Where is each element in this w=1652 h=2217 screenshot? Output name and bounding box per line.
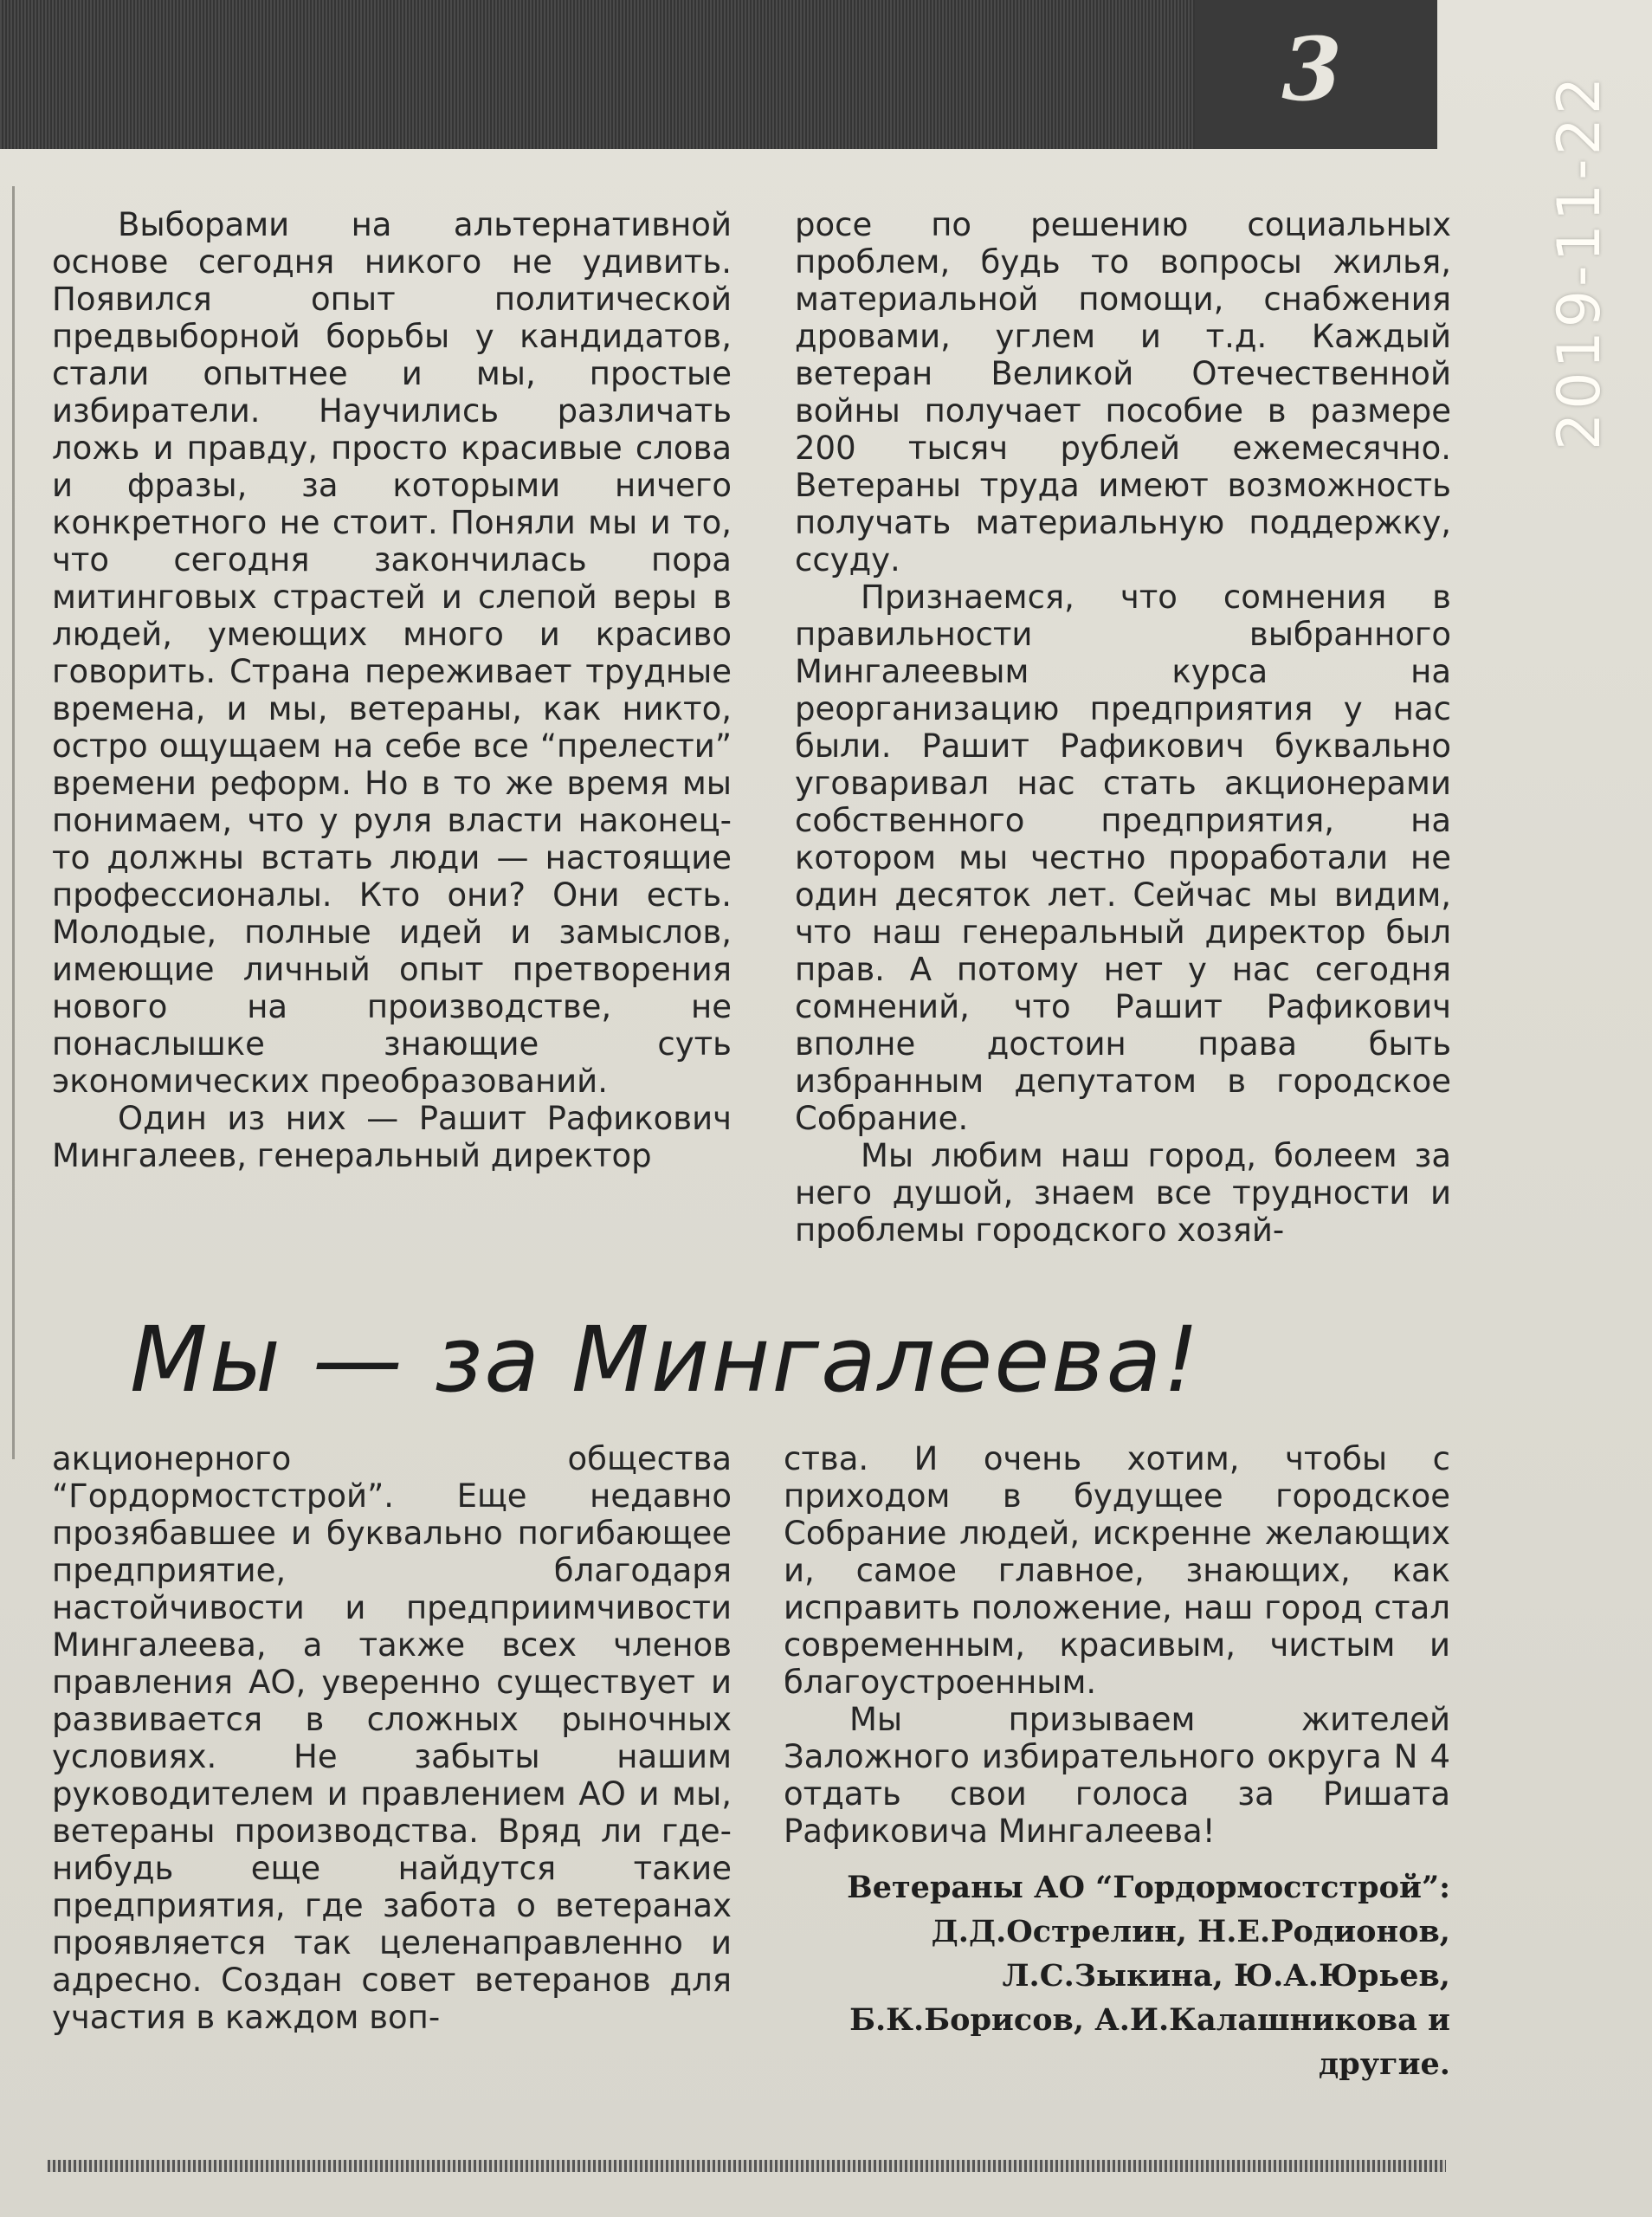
signature-line: Д.Д.Острелин, Н.Е.Родионов, [931,1914,1450,1949]
paragraph: Один из них — Рашит Рафикович Мингалеев, генеральный директор [52,1100,732,1174]
article-column-1 [52,206,732,1174]
signature-line: другие. [1318,2046,1450,2082]
paragraph: Выборами на альтернативной основе сегодня никого не удивить. Появился опыт политической предвыборной борьбы у кандидатов, стали опытнее и мы, простые избиратели. Научились различать ложь и правду, просто красивые слова и фразы, за которыми ничего конкретного не стоит. Поняли мы и то, что сегодня закончилась пора митинговых страстей и слепой веры в людей, умеющих много и красиво говорить. Страна переживает трудные времена, и мы, ветераны, как никто, остро ощущаем на себе все “прелести” времени реформ. Но в то же время мы понимаем, что у руля власти наконец-то должны встать люди — настоящие профессионалы. Кто они? Они есть. Молодые, полные идей и замыслов, имеющие личный опыт претворения нового на производстве, не понаслышке знающие суть экономических преобразований. [52,206,732,1100]
paragraph: ства. И очень хотим, чтобы с приходом в будущее городское Собрание людей, искренне желающих и, самое главное, знающих, как исправить положение, наш город стал современным, красивым, чистым и благоустроенным. [784,1440,1450,1701]
paragraph: акционерного общества “Гордормостстрой”. Еще недавно прозябавшее и буквально погибающее предприятие, благодаря настойчивости и предприимчивости Мингалеева, а также всех членов правления АО, уверенно существует и развивается в сложных рыночных условиях. Не забыты нашим руководителем и правлением АО и мы, ветераны производства. Вряд ли где-нибудь еще найдутся такие предприятия, где забота о ветеранах проявляется так целенаправленно и адресно. Создан совет ветеранов для участия в каждом воп- [52,1440,732,2036]
left-column-rule [0,186,15,1459]
paragraph: Мы любим наш город, болеем за него душой, знаем все трудности и проблемы городского хозяй- [795,1137,1451,1249]
bottom-decorative-rule [48,2160,1446,2172]
paragraph: Признаемся, что сомнения в правильности выбранного Мингалеевым курса на реорганизацию предприятия у нас были. Рашит Рафикович буквально уговаривал нас стать акционерами собственного предприятия, на котором мы честно проработали не один десяток лет. Сейчас мы видим, что наш генеральный директор был прав. А потому нет у нас сегодня сомнений, что Рашит Рафикович вполне достоин права быть избранным депутатом в городское Собрание. [795,578,1451,1137]
photo-date-stamp: 2019-11-22 [1546,73,1614,450]
article-column-2 [795,206,1451,1249]
signature-line: Ветераны АО “Гордормостстрой”: [847,1870,1450,1905]
article-column-4 [784,1440,1450,2086]
signature-line: Б.К.Борисов, А.И.Калашникова и [849,2002,1450,2038]
article-column-3 [52,1440,732,2036]
article-headline: Мы — за Мингалеева! [130,1307,1201,1412]
page-number: 3 [1281,18,1342,120]
header-hatch-pattern [0,0,1195,149]
signature-line: Л.С.Зыкина, Ю.А.Юрьев, [1002,1958,1450,1994]
article-signature [784,1865,1450,2086]
page-header-bar [0,0,1437,149]
paragraph: росе по решению социальных проблем, будь то вопросы жилья, материальной помощи, снабжения дровами, углем и т.д. Каждый ветеран Великой Отечественной войны получает пособие в размере 200 тысяч рублей ежемесячно. Ветераны труда имеют возможность получать материальную поддержку, ссуду. [795,206,1451,578]
paragraph: Мы призываем жителей Заложного избирательного округа N 4 отдать свои голоса за Ришата Рафиковича Мингалеева! [784,1701,1450,1850]
